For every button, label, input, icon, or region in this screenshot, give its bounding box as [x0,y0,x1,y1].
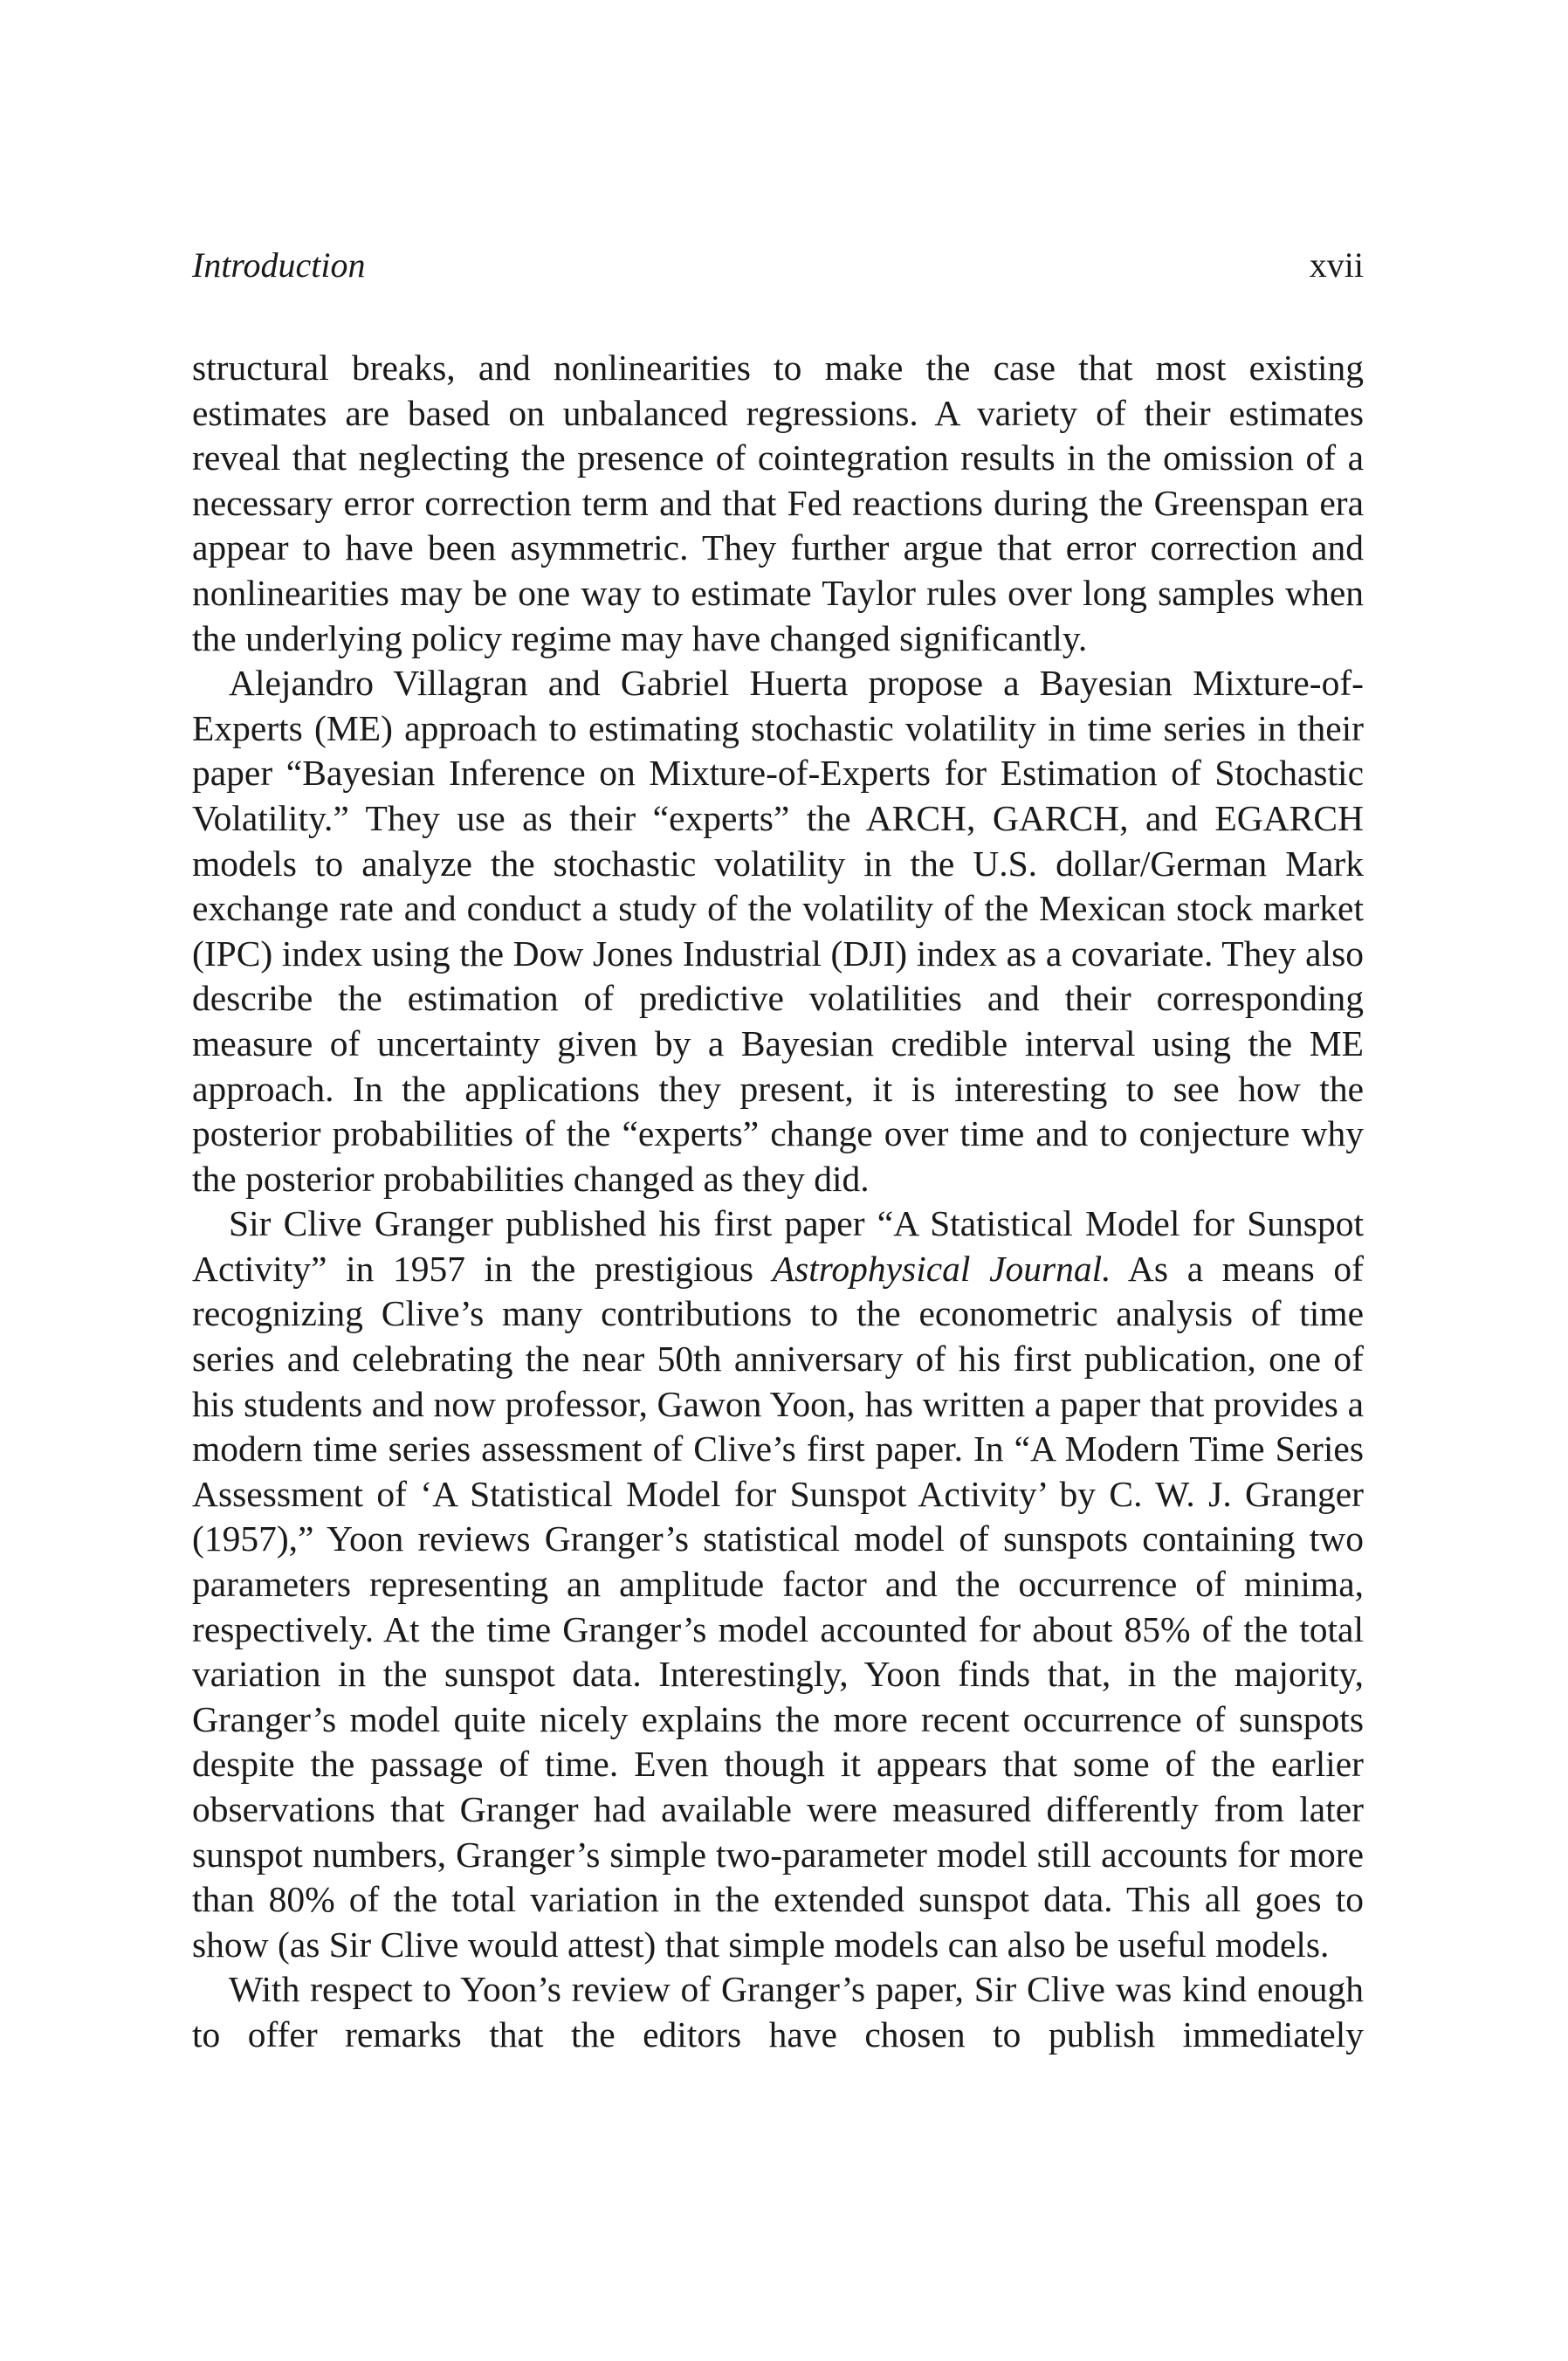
paragraph-text: Sir Clive Granger published his first paper “A Statistical Model for Sunspot Activity” in 1957 in the prestigious [192,1203,1364,1289]
paragraph-villagran-huerta: Alejandro Villagran and Gabriel Huerta propose a Bayesian Mixture-of-Experts (ME) approach to estimating stochastic volatility in time series in their paper “Bayesian Inference on Mixture-of-Experts for Estimation of Stochastic Volatility.” They use as their “experts” the ARCH, GARCH, and EGARCH models to analyze the stochastic volatility in the U.S. dollar/German Mark exchange rate and conduct a study of the volatility of the Mexican stock market (IPC) index using the Dow Jones Industrial (DJI) index as a covariate. They also describe the estimation of predictive volatilities and their corresponding measure of uncertainty given by a Bayesian credible interval using the ME approach. In the applications they present, it is interesting to see how the posterior probabilities of the “experts” change over time and to conjecture why the posterior probabilities changed as they did. [192,663,1364,1199]
journal-title: Astrophysical Journal. [772,1248,1111,1289]
page-number: xvii [1309,245,1364,285]
running-head [192,244,1364,286]
paragraph-continued: structural breaks, and nonlinearities to make the case that most existing estimates are based on unbalanced regressions. A variety of their estimates reveal that neglecting the presence of cointegration results in the omission of a necessary error correction term and that Fed reactions during the Greenspan era appear to have been asymmetric. They further argue that error correction and nonlinearities may be one way to estimate Taylor rules over long samples when the underlying policy regime may have changed significantly. [192,348,1364,658]
running-head-section-title: Introduction [192,245,366,285]
book-page [192,244,1364,2058]
paragraph-text: As a means of recognizing Clive’s many contributions to the econometric analysis of time series and celebrating the near 50th anniversary of his first publication, one of his students and now professor, Gawon Yoon, has written a paper that provides a modern time series assessment of Clive’s first paper. In “A Modern Time Series Assessment of ‘A Statistical Model for Sunspot Activity’ by C. W. J. Granger (1957),” Yoon reviews Granger’s statistical model of sunspots containing two parameters representing an amplitude factor and the occurrence of minima, respectively. At the time Granger’s model accounted for about 85% of the total variation in the sunspot data. Interestingly, Yoon finds that, in the majority, Granger’s model quite nicely explains the more recent occurrence of sunspots despite the passage of time. Even though it appears that some of the earlier observations that Granger had available were measured differently from later sunspot numbers, Granger’s simple two-parameter model still accounts for more than 80% of the total variation in the extended sunspot data. This all goes to show (as Sir Clive would attest) that simple models can also be useful models. [192,1248,1365,1965]
body-text [192,346,1364,2058]
paragraph-granger-sunspot [192,1201,1364,1967]
paragraph-yoon-review: With respect to Yoon’s review of Granger’s paper, Sir Clive was kind enough to offer remarks that the editors have chosen to publish immediately [192,1969,1364,2055]
